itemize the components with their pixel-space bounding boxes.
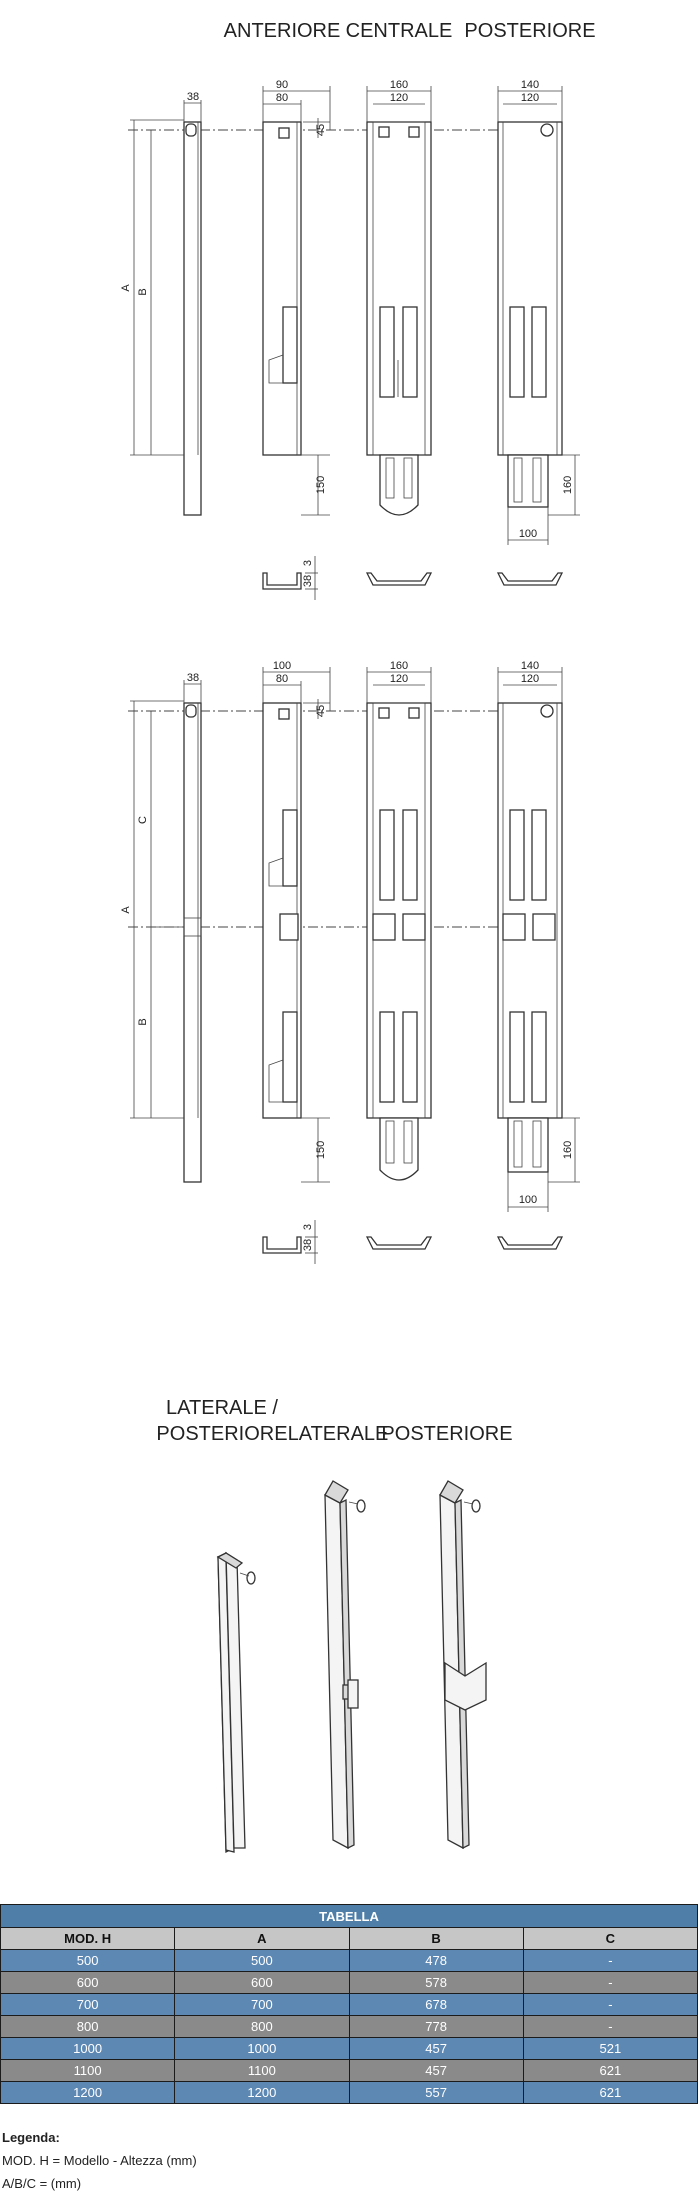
title-centrale: CENTRALE [345,20,453,42]
cell-a: 1000 [175,2038,349,2060]
iso-posteriore [440,1481,486,1848]
dim-sec-3-2: 3 [302,1223,314,1231]
col-header-b: B [349,1928,523,1950]
dim-side-38-2: 38 [186,672,200,684]
label-A: A [120,284,132,292]
title-anteriore: ANTERIORE [223,20,341,42]
front-view [263,79,330,515]
cell-a: 600 [175,1972,349,1994]
legend-line-abc: A/B/C = (mm) [2,2176,82,2191]
cell-c: - [523,2016,697,2038]
col-header-mod: MOD. H [1,1928,175,1950]
table-row [1,2082,698,2104]
dim-cen-inner-2: 120 [389,673,409,685]
table-row [1,1972,698,1994]
cell-c: 621 [523,2060,697,2082]
table-row [1,2038,698,2060]
cell-b: 578 [349,1972,523,1994]
table-row [1,1994,698,2016]
dim-pos-outer-2: 140 [520,660,540,672]
dim-cen-outer-2: 160 [389,660,409,672]
dim-ant-bottom-2: 150 [315,1140,327,1160]
dimensions-table [0,1904,698,2104]
dim-pos-inner-2: 120 [520,673,540,685]
cell-b: 557 [349,2082,523,2104]
cell-mod: 800 [1,2016,175,2038]
label-B-2: B [137,1018,149,1026]
cell-b: 678 [349,1994,523,2016]
cell-c: - [523,1972,697,1994]
cell-b: 478 [349,1950,523,1972]
dim-ant-bottom: 150 [315,475,327,495]
dim-sec-38-2: 38 [302,1238,314,1252]
cell-mod: 1200 [1,2082,175,2104]
central-view [367,79,431,515]
title-laterale: LATERALE [287,1423,389,1445]
legend [2,2126,197,2195]
table-title: TABELLA [1,1905,698,1928]
cell-b: 457 [349,2038,523,2060]
central-view-2 [367,660,431,1180]
dim-cen-inner: 120 [389,92,409,104]
cell-mod: 500 [1,1950,175,1972]
dim-pos-tab-2: 160 [562,1140,574,1160]
dim-sec-38: 38 [302,574,314,588]
cell-mod: 700 [1,1994,175,2016]
dim-pos-bottom-2: 100 [518,1194,538,1206]
title-laterale-posteriore-1: LATERALE / [166,1397,278,1419]
dim-ant-outer-2: 100 [272,660,292,672]
label-C-2: C [137,816,149,824]
title-laterale-posteriore-2: POSTERIORE [156,1423,288,1445]
col-header-c: C [523,1928,697,1950]
cell-a: 1200 [175,2082,349,2104]
dim-side-38: 38 [186,91,200,103]
side-view [120,91,201,515]
iso-laterale [325,1481,365,1848]
table-row [1,1950,698,1972]
title-posteriore-iso: POSTERIORE [381,1423,513,1445]
front-view-2 [263,660,330,1182]
cross-sections-2 [263,1220,562,1264]
dim-ant-top-2: 45 [315,704,327,718]
legend-line-mod: MOD. H = Modello - Altezza (mm) [2,2153,197,2168]
legend-title: Legenda: [2,2130,60,2145]
cell-mod: 1100 [1,2060,175,2082]
cell-a: 1100 [175,2060,349,2082]
cell-a: 500 [175,1950,349,1972]
cell-c: - [523,1950,697,1972]
cell-c: - [523,1994,697,2016]
cell-b: 778 [349,2016,523,2038]
dim-cen-outer: 160 [389,79,409,91]
label-A-2: A [120,906,132,914]
dim-ant-top: 45 [315,123,327,137]
cell-a: 700 [175,1994,349,2016]
dim-pos-inner: 120 [520,92,540,104]
cell-mod: 1000 [1,2038,175,2060]
cell-c: 621 [523,2082,697,2104]
dim-ant-inner: 80 [275,92,289,104]
drawing-double [120,660,580,1264]
col-header-a: A [175,1928,349,1950]
cross-sections [263,556,562,600]
model-table [0,1904,698,2104]
rear-view [498,79,580,545]
table-row [1,2016,698,2038]
dim-ant-outer: 90 [275,79,289,91]
drawing-single [120,79,580,600]
dim-ant-inner-2: 80 [275,673,289,685]
table-row [1,2060,698,2082]
title-posteriore: POSTERIORE [464,20,596,42]
dim-pos-tab: 160 [562,475,574,495]
cell-c: 521 [523,2038,697,2060]
cell-a: 800 [175,2016,349,2038]
dim-sec-3: 3 [302,559,314,567]
dim-pos-outer: 140 [520,79,540,91]
dim-pos-bottom: 100 [518,528,538,540]
rear-view-2 [498,660,580,1212]
label-B: B [137,288,149,296]
cell-b: 457 [349,2060,523,2082]
cell-mod: 600 [1,1972,175,1994]
iso-laterale-posteriore [218,1553,255,1852]
